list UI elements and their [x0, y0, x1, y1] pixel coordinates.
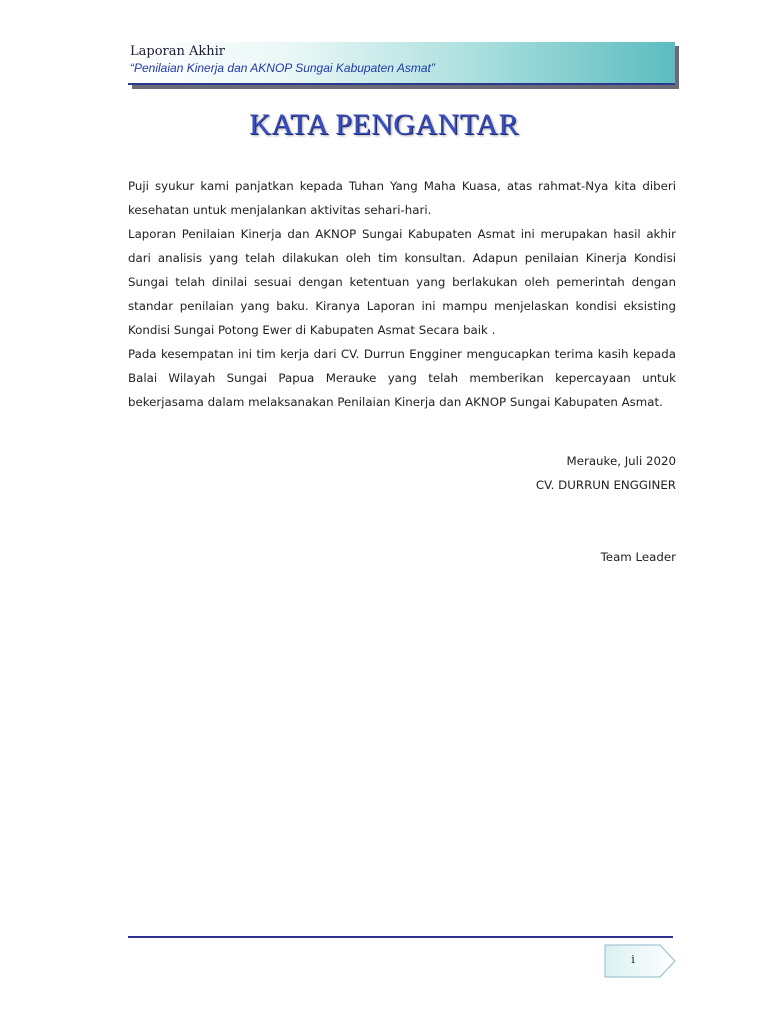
signature-role: Team Leader [600, 550, 676, 564]
body-text [128, 174, 676, 414]
footer-divider [128, 936, 673, 938]
paragraph-2: Laporan Penilaian Kinerja dan AKNOP Sungai Kabupaten Asmat ini merupakan hasil akhir dari analisis yang telah dilakukan oleh tim konsultan. Adapun penilaian Kinerja Kondisi Sungai telah dinilai sesuai dengan ketentuan yang berlakukan oleh pemerintah dengan standar penilaian yang baku. Kiranya Laporan ini mampu menjelaskan kondisi eksisting Kondisi Sungai Potong Ewer di Kabupaten Asmat Secara baik . [128, 227, 676, 337]
report-header-subtitle: “Penilaian Kinerja dan AKNOP Sungai Kabupaten Asmat” [130, 61, 435, 75]
report-header-title: Laporan Akhir [130, 44, 226, 59]
signature-place-date: Merauke, Juli 2020 [566, 454, 676, 468]
report-header-banner [128, 42, 675, 85]
signature-company: CV. DURRUN ENGGINER [535, 478, 676, 492]
page-number: i [631, 953, 635, 966]
page-number-tab [604, 944, 676, 978]
paragraph-1: Puji syukur kami panjatkan kepada Tuhan Yang Maha Kuasa, atas rahmat-Nya kita diberi kesehatan untuk menjalankan aktivitas sehari-hari. [128, 179, 676, 217]
page-title: KATA PENGANTAR [249, 108, 519, 141]
paragraph-3: Pada kesempatan ini tim kerja dari CV. Durrun Engginer mengucapkan terima kasih kepada Balai Wilayah Sungai Papua Merauke yang telah memberikan kepercayaan untuk bekerjasama dalam melaksanakan Penilaian Kinerja dan AKNOP Sungai Kabupaten Asmat. [128, 347, 676, 409]
